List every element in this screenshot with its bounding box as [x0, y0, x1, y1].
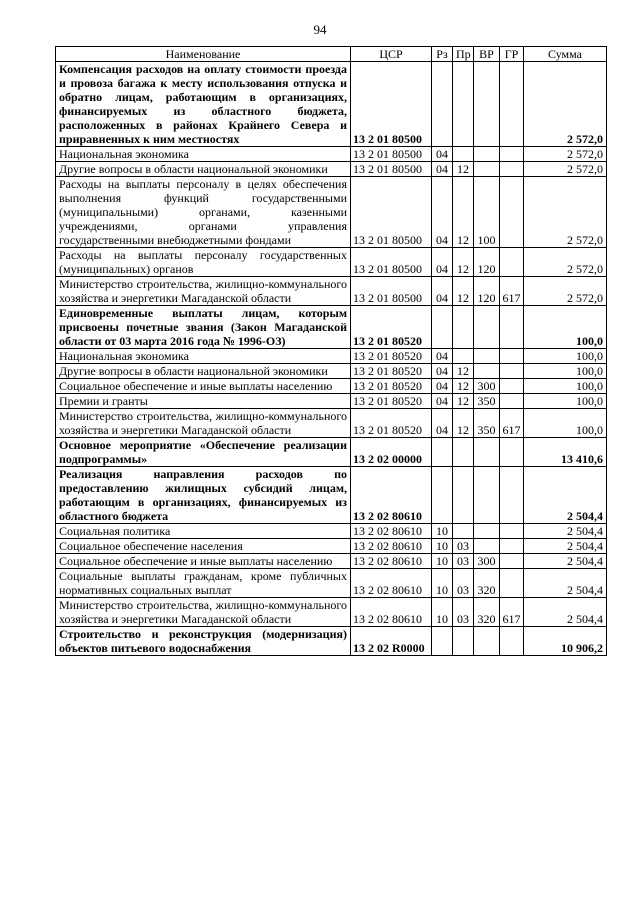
row-rz [432, 627, 453, 656]
row-vr: 350 [474, 394, 500, 409]
row-name: Национальная экономика [56, 349, 351, 364]
table-row [56, 147, 607, 162]
row-sum: 2 572,0 [524, 277, 607, 306]
row-csr: 13 2 01 80520 [351, 349, 432, 364]
row-gr [500, 306, 524, 349]
row-vr [474, 438, 500, 467]
row-sum: 2 504,4 [524, 569, 607, 598]
row-pr [453, 147, 474, 162]
row-pr: 03 [453, 598, 474, 627]
row-rz: 04 [432, 248, 453, 277]
row-name: Компенсация расходов на оплату стоимости проезда и провоза багажа к месту использования отпуска и обратно лицам, работающим в организациях, финансируемых из областного бюджета, расположенных в районах Крайнего Севера и приравненных к ним местностях [56, 62, 351, 147]
row-csr: 13 2 01 80500 [351, 62, 432, 147]
row-gr [500, 162, 524, 177]
row-gr [500, 248, 524, 277]
row-csr: 13 2 01 80520 [351, 409, 432, 438]
row-gr [500, 467, 524, 524]
budget-table [55, 46, 607, 656]
row-csr: 13 2 01 80500 [351, 147, 432, 162]
row-pr: 12 [453, 364, 474, 379]
row-vr: 120 [474, 248, 500, 277]
row-name: Социальное обеспечение и иные выплаты населению [56, 554, 351, 569]
row-gr [500, 569, 524, 598]
row-vr [474, 306, 500, 349]
row-name: Основное мероприятие «Обеспечение реализации подпрограммы» [56, 438, 351, 467]
row-name: Строительство и реконструкция (модернизация) объектов питьевого водоснабжения [56, 627, 351, 656]
row-rz: 04 [432, 349, 453, 364]
table-row [56, 409, 607, 438]
row-sum: 2 504,4 [524, 467, 607, 524]
row-vr: 300 [474, 379, 500, 394]
table-row [56, 248, 607, 277]
row-gr: 617 [500, 409, 524, 438]
row-pr: 03 [453, 569, 474, 598]
row-sum: 100,0 [524, 379, 607, 394]
row-name: Социальные выплаты гражданам, кроме публичных нормативных социальных выплат [56, 569, 351, 598]
table-row [56, 349, 607, 364]
row-sum: 13 410,6 [524, 438, 607, 467]
row-sum: 10 906,2 [524, 627, 607, 656]
row-name: Премии и гранты [56, 394, 351, 409]
row-vr [474, 147, 500, 162]
table-row [56, 379, 607, 394]
row-rz: 04 [432, 162, 453, 177]
row-rz: 04 [432, 177, 453, 248]
row-name: Социальная политика [56, 524, 351, 539]
row-name: Социальное обеспечение и иные выплаты населению [56, 379, 351, 394]
row-pr [453, 467, 474, 524]
table-row [56, 554, 607, 569]
row-gr [500, 627, 524, 656]
row-gr [500, 554, 524, 569]
row-vr [474, 62, 500, 147]
row-pr [453, 627, 474, 656]
row-rz [432, 62, 453, 147]
row-sum: 2 572,0 [524, 147, 607, 162]
row-vr: 120 [474, 277, 500, 306]
header-csr: ЦСР [351, 47, 432, 62]
row-vr [474, 364, 500, 379]
row-pr: 03 [453, 554, 474, 569]
table-row [56, 539, 607, 554]
row-rz: 04 [432, 379, 453, 394]
row-name: Другие вопросы в области национальной экономики [56, 162, 351, 177]
row-rz: 10 [432, 569, 453, 598]
row-pr [453, 524, 474, 539]
row-csr: 13 2 02 00000 [351, 438, 432, 467]
row-sum: 2 572,0 [524, 62, 607, 147]
row-gr [500, 177, 524, 248]
row-sum: 2 504,4 [524, 539, 607, 554]
table-row [56, 524, 607, 539]
header-gr: ГР [500, 47, 524, 62]
row-gr: 617 [500, 277, 524, 306]
row-csr: 13 2 02 80610 [351, 467, 432, 524]
row-sum: 2 572,0 [524, 248, 607, 277]
row-csr: 13 2 01 80520 [351, 379, 432, 394]
header-rz: Рз [432, 47, 453, 62]
row-gr [500, 524, 524, 539]
row-pr: 12 [453, 394, 474, 409]
table-row [56, 177, 607, 248]
row-vr [474, 627, 500, 656]
table-row [56, 306, 607, 349]
row-name: Национальная экономика [56, 147, 351, 162]
row-rz: 10 [432, 524, 453, 539]
row-sum: 100,0 [524, 349, 607, 364]
table-row [56, 364, 607, 379]
row-sum: 2 504,4 [524, 598, 607, 627]
row-gr [500, 394, 524, 409]
header-vr: ВР [474, 47, 500, 62]
row-gr [500, 147, 524, 162]
row-pr [453, 306, 474, 349]
row-name: Министерство строительства, жилищно-коммунального хозяйства и энергетики Магаданской области [56, 277, 351, 306]
row-name: Реализация направления расходов по предоставлению жилищных субсидий лицам, работающим в организациях, финансируемых из областного бюджета [56, 467, 351, 524]
row-gr [500, 539, 524, 554]
row-rz: 10 [432, 539, 453, 554]
row-name: Министерство строительства, жилищно-коммунального хозяйства и энергетики Магаданской области [56, 409, 351, 438]
row-vr: 320 [474, 598, 500, 627]
table-row [56, 394, 607, 409]
row-sum: 100,0 [524, 306, 607, 349]
row-pr: 12 [453, 277, 474, 306]
row-vr [474, 162, 500, 177]
row-rz [432, 306, 453, 349]
row-rz: 10 [432, 598, 453, 627]
row-csr: 13 2 01 80500 [351, 162, 432, 177]
row-rz: 04 [432, 364, 453, 379]
table-header-row [56, 47, 607, 62]
row-name: Министерство строительства, жилищно-коммунального хозяйства и энергетики Магаданской области [56, 598, 351, 627]
row-rz: 04 [432, 147, 453, 162]
row-pr [453, 349, 474, 364]
row-name: Единовременные выплаты лицам, которым присвоены почетные звания (Закон Магаданской области от 03 марта 2016 года № 1996-ОЗ) [56, 306, 351, 349]
row-gr [500, 62, 524, 147]
row-gr [500, 364, 524, 379]
row-sum: 100,0 [524, 394, 607, 409]
row-vr [474, 349, 500, 364]
row-csr: 13 2 02 80610 [351, 598, 432, 627]
row-rz: 04 [432, 277, 453, 306]
table-row [56, 598, 607, 627]
row-sum: 100,0 [524, 409, 607, 438]
row-vr [474, 467, 500, 524]
row-pr: 12 [453, 162, 474, 177]
row-pr: 03 [453, 539, 474, 554]
row-sum: 2 504,4 [524, 554, 607, 569]
header-sum: Сумма [524, 47, 607, 62]
row-csr: 13 2 01 80520 [351, 394, 432, 409]
row-csr: 13 2 01 80520 [351, 306, 432, 349]
row-csr: 13 2 02 80610 [351, 554, 432, 569]
row-name: Расходы на выплаты персоналу в целях обеспечения выполнения функций государственными (муниципальными) органами, казенными учреждениями, органами управления государственными внебюджетными фондами [56, 177, 351, 248]
table-row [56, 569, 607, 598]
page-number: 94 [313, 22, 327, 37]
row-csr: 13 2 01 80500 [351, 177, 432, 248]
row-rz [432, 438, 453, 467]
row-pr [453, 438, 474, 467]
header-name: Наименование [56, 47, 351, 62]
row-vr [474, 524, 500, 539]
row-csr: 13 2 02 80610 [351, 524, 432, 539]
row-name: Социальное обеспечение населения [56, 539, 351, 554]
row-sum: 100,0 [524, 364, 607, 379]
row-sum: 2 572,0 [524, 162, 607, 177]
row-pr: 12 [453, 248, 474, 277]
row-csr: 13 2 01 80500 [351, 277, 432, 306]
row-rz: 04 [432, 394, 453, 409]
header-pr: Пр [453, 47, 474, 62]
row-gr [500, 349, 524, 364]
row-pr: 12 [453, 379, 474, 394]
row-rz [432, 467, 453, 524]
row-vr: 350 [474, 409, 500, 438]
table-row [56, 62, 607, 147]
row-vr: 320 [474, 569, 500, 598]
table-row [56, 162, 607, 177]
row-csr: 13 2 01 80520 [351, 364, 432, 379]
row-sum: 2 504,4 [524, 524, 607, 539]
row-vr: 100 [474, 177, 500, 248]
row-rz: 10 [432, 554, 453, 569]
row-vr [474, 539, 500, 554]
row-gr [500, 438, 524, 467]
row-sum: 2 572,0 [524, 177, 607, 248]
row-pr: 12 [453, 409, 474, 438]
row-gr [500, 379, 524, 394]
table-row [56, 438, 607, 467]
row-vr: 300 [474, 554, 500, 569]
row-csr: 13 2 02 80610 [351, 569, 432, 598]
row-name: Другие вопросы в области национальной экономики [56, 364, 351, 379]
row-pr: 12 [453, 177, 474, 248]
row-pr [453, 62, 474, 147]
row-csr: 13 2 02 R0000 [351, 627, 432, 656]
row-csr: 13 2 01 80500 [351, 248, 432, 277]
row-name: Расходы на выплаты персоналу государственных (муниципальных) органов [56, 248, 351, 277]
row-csr: 13 2 02 80610 [351, 539, 432, 554]
table-row [56, 627, 607, 656]
table-row [56, 277, 607, 306]
table-row [56, 467, 607, 524]
row-rz: 04 [432, 409, 453, 438]
row-gr: 617 [500, 598, 524, 627]
